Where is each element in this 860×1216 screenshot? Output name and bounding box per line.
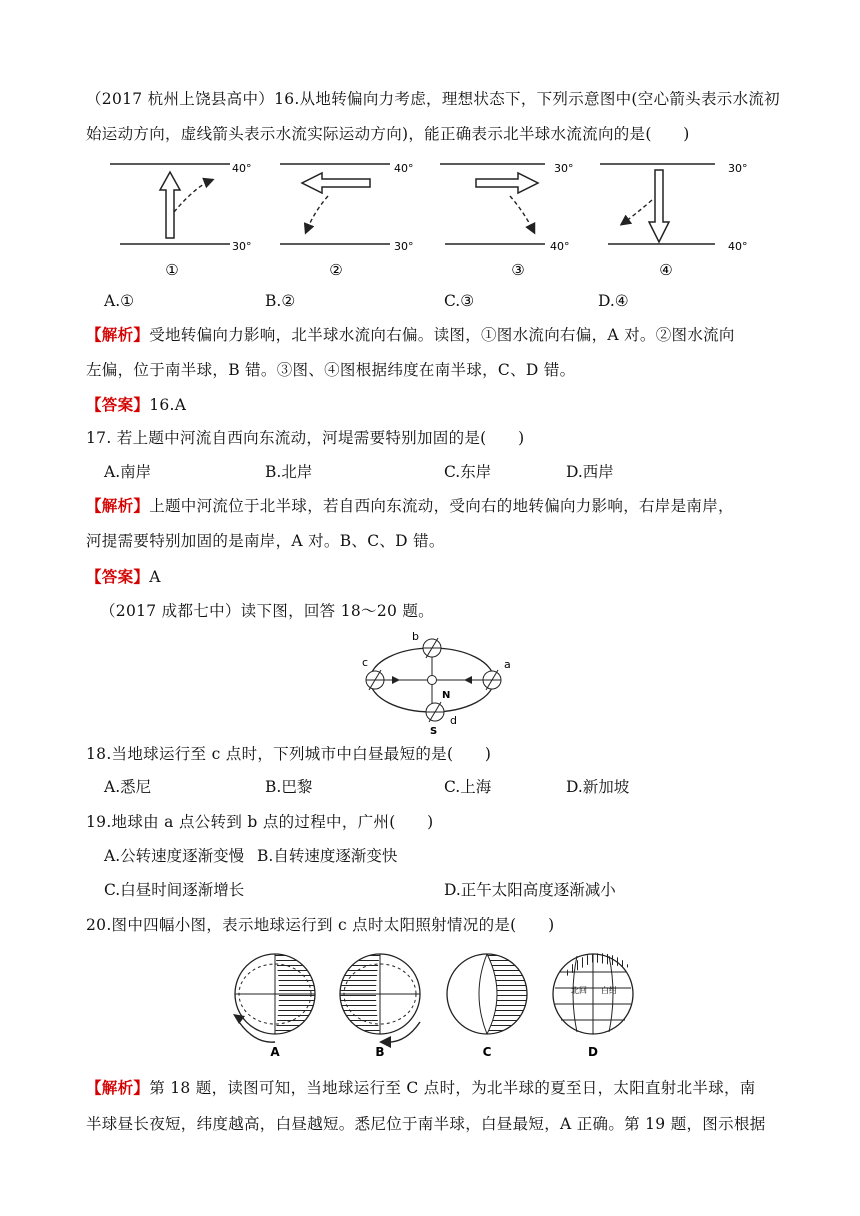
q16-option-d: D.④: [598, 292, 629, 310]
orbit-label-d: d: [450, 714, 457, 727]
q17-answer-tag: 【答案】: [86, 567, 150, 586]
q16-p3-bottom-lat: 40°: [550, 240, 570, 253]
q19-option-d: D.正午太阳高度逐渐减小: [444, 881, 616, 899]
q17-option-d: D.西岸: [566, 463, 614, 481]
q17-option-c: C.东岸: [444, 463, 492, 481]
q16-p2-bottom-lat: 30°: [394, 240, 414, 253]
orbit-label-c: c: [362, 656, 369, 669]
q16-analysis-tag: 【解析】: [86, 325, 150, 344]
q20-analysis-line-2: 半球昼长夜短，纬度越高，白昼越短。悉尼位于南半球，白昼最短，A 正确。第 19 题，图示根据: [86, 1115, 766, 1133]
q19-stem: 19.地球由 a 点公转到 b 点的过程中，广州( ): [86, 813, 434, 831]
q20-d-left-text: 北回: [571, 986, 587, 995]
q16-option-a: A.①: [104, 292, 135, 310]
q18-stem: 18.当地球运行至 c 点时，下列城市中白昼最短的是( ): [86, 745, 492, 763]
q16-answer-line: [86, 394, 186, 416]
q20-label-d: D: [588, 1045, 598, 1059]
q16-p3-top-lat: 30°: [554, 162, 574, 175]
q16-p1-label: ①: [165, 261, 179, 279]
q17-answer-line: [86, 566, 161, 588]
q20-globe-d: [553, 953, 633, 1059]
q20-analysis-line-1: [86, 1077, 756, 1099]
orbit-label-n: N: [442, 690, 451, 701]
q18-option-d: D.新加坡: [566, 778, 630, 796]
q16-p1-bottom-lat: 30°: [232, 240, 252, 253]
q16-p3-label: ③: [511, 261, 525, 279]
earth-a-icon: [483, 670, 501, 690]
q16-stem-line-2: 始运动方向，虚线箭头表示水流实际运动方向)，能正确表示北半球水流流向的是( ): [86, 125, 690, 143]
q17-stem: 17. 若上题中河流自西向东流动，河堤需要特别加固的是( ): [86, 429, 525, 447]
earth-b-icon: [423, 638, 441, 658]
q20-figure: [225, 948, 645, 1060]
q16-panel-4: [600, 162, 748, 279]
orbit-label-a: a: [504, 658, 511, 671]
q16-p4-bottom-lat: 40°: [728, 240, 748, 253]
q17-option-b: B.北岸: [265, 463, 313, 481]
q16-stem-line-1: （2017 杭州上饶县高中）16.从地转偏向力考虑，理想状态下，下列示意图中(空心箭头表示水流初: [86, 90, 780, 108]
q20-globe-a: [233, 954, 315, 1059]
q19-option-a: A.公转速度逐渐变慢: [104, 847, 245, 865]
q17-option-a: A.南岸: [104, 463, 152, 481]
q20-globe-b: [340, 954, 420, 1059]
q16-p2-top-lat: 40°: [394, 162, 414, 175]
q16-p1-top-lat: 40°: [232, 162, 252, 175]
q16-panel-1: [110, 162, 252, 279]
q16-panel-3: [440, 162, 574, 279]
q16-p4-top-lat: 30°: [728, 162, 748, 175]
q16-p2-label: ②: [329, 261, 343, 279]
q19-option-b: B.自转速度逐渐变快: [257, 847, 398, 865]
q16-option-c: C.③: [444, 292, 475, 310]
q16-answer-tag: 【答案】: [86, 395, 150, 414]
q16-figure: [100, 152, 770, 280]
q20-analysis-text-1: 第 18 题，读图可知，当地球运行至 C 点时，为北半球的夏至日，太阳直射北半球，南: [149, 1079, 756, 1097]
orbit-label-s: S: [430, 726, 438, 736]
q17-analysis-tag: 【解析】: [86, 496, 150, 515]
q17-analysis-text-1: 上题中河流位于北半球，若自西向东流动，受向右的地转偏向力影响，右岸是南岸，: [149, 497, 734, 515]
q16-option-b: B.②: [265, 292, 296, 310]
q18-option-c: C.上海: [444, 778, 492, 796]
q17-analysis-line-2: 河提需要特别加固的是南岸，A 对。B、C、D 错。: [86, 532, 445, 550]
q16-analysis-line-2: 左偏，位于南半球，B 错。③图、④图根据纬度在南半球，C、D 错。: [86, 361, 576, 379]
q18-20-intro: （2017 成都七中）读下图，回答 18～20 题。: [100, 602, 434, 620]
q17-answer: A: [149, 568, 161, 586]
q20-label-c: C: [482, 1045, 492, 1059]
orbit-label-b: b: [412, 630, 419, 643]
q20-label-b: B: [375, 1045, 385, 1059]
q18-option-a: A.悉尼: [104, 778, 152, 796]
q16-panel-2: [280, 162, 414, 279]
sun-icon: [428, 676, 437, 685]
q20-d-right-text: 白绀: [601, 986, 617, 995]
q20-stem: 20.图中四幅小图，表示地球运行到 c 点时太阳照射情况的是( ): [86, 916, 555, 934]
q19-option-c: C.白昼时间逐渐增长: [104, 881, 245, 899]
q20-globe-c: [447, 954, 527, 1059]
earth-c-icon: [366, 670, 384, 690]
q16-answer: 16.A: [149, 396, 187, 414]
q17-analysis-line-1: [86, 495, 734, 517]
q18-option-b: B.巴黎: [265, 778, 313, 796]
earth-d-icon: [426, 702, 444, 722]
q20-analysis-tag: 【解析】: [86, 1078, 150, 1097]
q16-analysis-line-1: [86, 324, 735, 346]
q16-analysis-text-1: 受地转偏向力影响，北半球水流向右偏。读图，①图水流向右偏，A 对。②图水流向: [149, 326, 735, 344]
q20-label-a: A: [270, 1045, 280, 1059]
orbit-figure: [360, 628, 530, 736]
q16-p4-label: ④: [659, 261, 673, 279]
